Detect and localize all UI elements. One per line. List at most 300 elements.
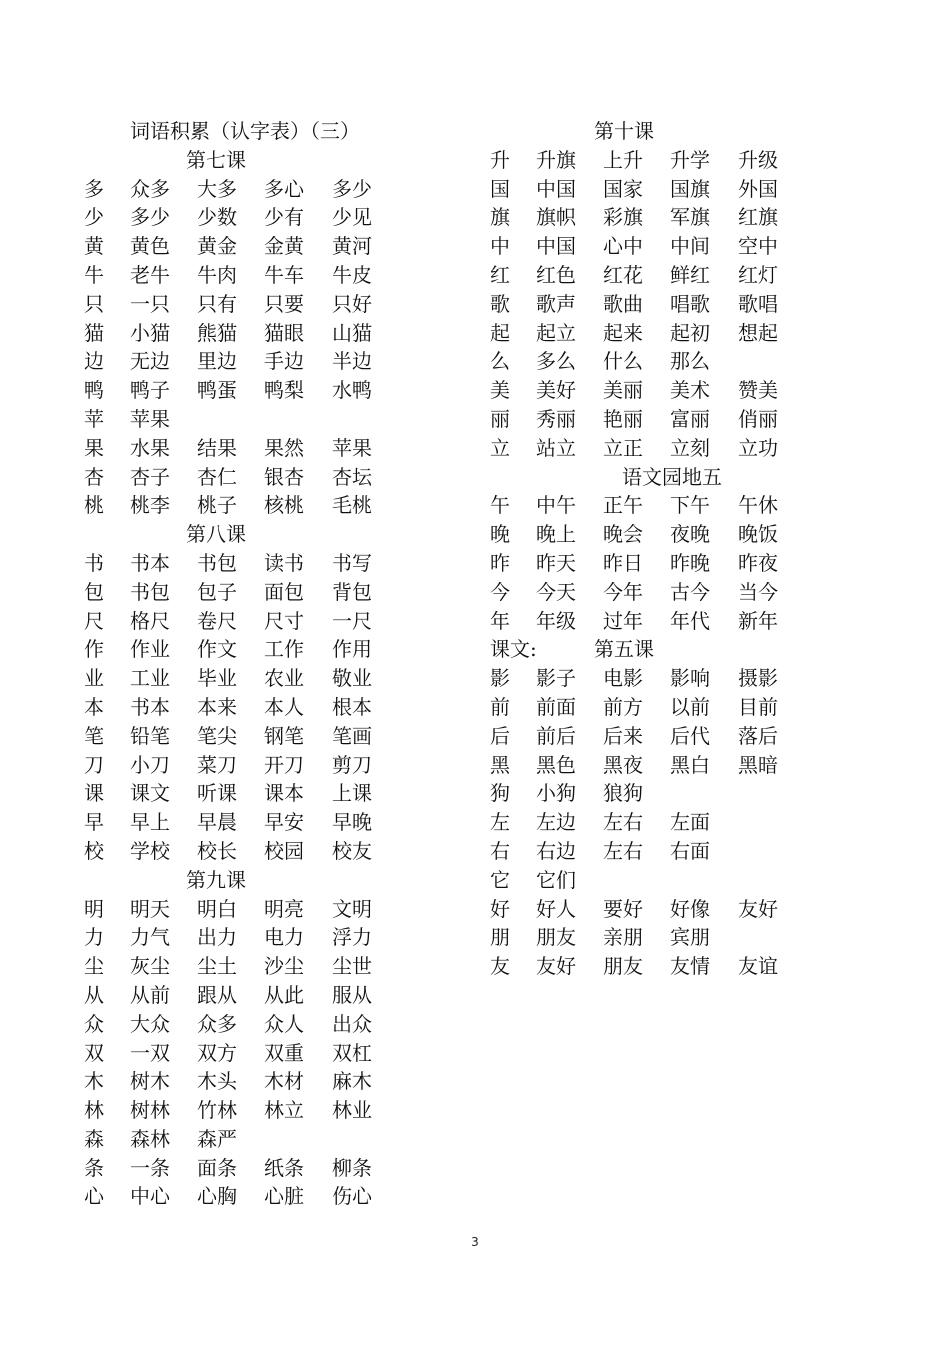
word-cell: 果然 (264, 435, 304, 460)
word-cell: 桃李 (130, 493, 170, 518)
word-cell: 前后 (536, 723, 576, 748)
word-row (490, 722, 830, 751)
character-cell: 多 (84, 176, 104, 201)
character-cell: 书 (84, 550, 104, 575)
word-row (84, 981, 414, 1010)
word-cell: 后来 (603, 723, 643, 748)
word-cell: 早上 (130, 810, 170, 835)
word-cell: 红花 (603, 262, 643, 287)
word-row (490, 347, 830, 376)
word-cell: 早晚 (332, 810, 372, 835)
word-row (84, 578, 414, 607)
word-cell: 尘土 (197, 954, 237, 979)
word-cell: 书包 (130, 579, 170, 604)
character-cell: 猫 (84, 320, 104, 345)
word-row (84, 203, 414, 232)
word-row (84, 1125, 414, 1154)
word-cell: 众多 (197, 1011, 237, 1036)
word-cell: 银杏 (264, 464, 304, 489)
word-cell: 桃子 (197, 493, 237, 518)
character-cell: 起 (490, 320, 510, 345)
character-cell: 左 (490, 810, 510, 835)
word-cell: 毕业 (197, 666, 237, 691)
section-heading (84, 866, 414, 895)
word-row (84, 1039, 414, 1068)
character-cell: 双 (84, 1040, 104, 1065)
word-cell: 农业 (264, 666, 304, 691)
word-cell: 多少 (130, 205, 170, 230)
word-row (490, 664, 830, 693)
word-row (490, 261, 830, 290)
word-cell: 本人 (264, 694, 304, 719)
word-row (84, 290, 414, 319)
word-cell: 沙尘 (264, 954, 304, 979)
word-cell: 立刻 (670, 435, 710, 460)
word-cell: 黄河 (332, 234, 372, 259)
word-cell: 黑白 (670, 752, 710, 777)
word-row (84, 434, 414, 463)
word-cell: 外国 (738, 176, 778, 201)
word-cell: 心中 (603, 234, 643, 259)
word-cell: 它们 (536, 867, 576, 892)
word-row (84, 232, 414, 261)
word-cell: 上升 (603, 147, 643, 172)
character-cell: 本 (84, 694, 104, 719)
section-heading-text: 第九课 (186, 867, 246, 892)
word-cell: 作业 (130, 637, 170, 662)
character-cell: 包 (84, 579, 104, 604)
word-cell: 起立 (536, 320, 576, 345)
word-cell: 上课 (332, 781, 372, 806)
word-cell: 剪刀 (332, 752, 372, 777)
character-cell: 昨 (490, 550, 510, 575)
word-cell: 鸭梨 (264, 378, 304, 403)
word-cell: 昨夜 (738, 550, 778, 575)
word-cell: 小狗 (536, 781, 576, 806)
word-cell: 面条 (197, 1155, 237, 1180)
word-cell: 起初 (670, 320, 710, 345)
word-cell: 双重 (264, 1040, 304, 1065)
word-cell: 旗帜 (536, 205, 576, 230)
word-cell: 好像 (670, 896, 710, 921)
character-cell: 明 (84, 896, 104, 921)
word-row (84, 895, 414, 924)
word-cell: 美丽 (603, 378, 643, 403)
word-cell: 工业 (130, 666, 170, 691)
word-cell: 山猫 (332, 320, 372, 345)
word-cell: 书本 (130, 550, 170, 575)
word-cell: 国家 (603, 176, 643, 201)
word-cell: 从此 (264, 982, 304, 1007)
word-cell: 正午 (603, 493, 643, 518)
character-cell: 林 (84, 1098, 104, 1123)
character-cell: 桃 (84, 493, 104, 518)
word-cell: 黑夜 (603, 752, 643, 777)
word-cell: 少数 (197, 205, 237, 230)
character-cell: 牛 (84, 262, 104, 287)
word-cell: 苹果 (332, 435, 372, 460)
word-cell: 夜晚 (670, 522, 710, 547)
word-cell: 艳丽 (603, 406, 643, 431)
word-cell: 黑色 (536, 752, 576, 777)
word-row (84, 722, 414, 751)
word-row (490, 232, 830, 261)
word-cell: 左右 (603, 838, 643, 863)
character-cell: 尺 (84, 608, 104, 633)
word-row (490, 520, 830, 549)
character-cell: 友 (490, 954, 510, 979)
word-cell: 中国 (536, 234, 576, 259)
word-cell: 年级 (536, 608, 576, 633)
word-row (84, 952, 414, 981)
character-cell: 黄 (84, 234, 104, 259)
word-cell: 铅笔 (130, 723, 170, 748)
word-cell: 朋友 (536, 925, 576, 950)
word-cell: 一条 (130, 1155, 170, 1180)
word-cell: 少见 (332, 205, 372, 230)
word-cell: 麻木 (332, 1069, 372, 1094)
character-cell: 年 (490, 608, 510, 633)
word-cell: 半边 (332, 349, 372, 374)
word-row (84, 837, 414, 866)
word-cell: 伤心 (332, 1184, 372, 1209)
word-cell: 晚上 (536, 522, 576, 547)
character-cell: 尘 (84, 954, 104, 979)
word-cell: 格尺 (130, 608, 170, 633)
word-row (84, 376, 414, 405)
character-cell: 鸭 (84, 378, 104, 403)
word-cell: 立功 (738, 435, 778, 460)
word-row (84, 1154, 414, 1183)
word-cell: 鸭子 (130, 378, 170, 403)
word-cell: 电力 (264, 925, 304, 950)
word-cell: 工作 (264, 637, 304, 662)
word-cell: 美术 (670, 378, 710, 403)
character-cell: 苹 (84, 406, 104, 431)
character-cell: 歌 (490, 291, 510, 316)
word-row (490, 779, 830, 808)
section-heading-text: 课文: (490, 637, 537, 662)
word-cell: 面包 (264, 579, 304, 604)
character-cell: 众 (84, 1011, 104, 1036)
word-cell: 什么 (603, 349, 643, 374)
word-cell: 要好 (603, 896, 643, 921)
word-cell: 升学 (670, 147, 710, 172)
section-heading-text: 词语积累（认字表）（三） (130, 119, 360, 143)
section-heading (84, 520, 414, 549)
word-cell: 众多 (130, 176, 170, 201)
character-cell: 影 (490, 666, 510, 691)
word-cell: 前面 (536, 694, 576, 719)
word-row (84, 405, 414, 434)
word-cell: 落后 (738, 723, 778, 748)
word-row (84, 1096, 414, 1125)
word-cell: 根本 (332, 694, 372, 719)
word-cell: 手边 (264, 349, 304, 374)
word-cell: 猫眼 (264, 320, 304, 345)
section-heading-text: 第八课 (186, 522, 246, 547)
word-cell: 昨天 (536, 550, 576, 575)
character-cell: 刀 (84, 752, 104, 777)
word-row (84, 751, 414, 780)
word-cell: 右边 (536, 838, 576, 863)
character-cell: 前 (490, 694, 510, 719)
word-cell: 富丽 (670, 406, 710, 431)
word-cell: 树木 (130, 1069, 170, 1094)
word-row (490, 175, 830, 204)
section-heading-text: 语文园地五 (622, 464, 722, 489)
word-cell: 后代 (670, 723, 710, 748)
word-cell: 木材 (264, 1069, 304, 1094)
word-cell: 今天 (536, 579, 576, 604)
word-cell: 少有 (264, 205, 304, 230)
word-cell: 只好 (332, 291, 372, 316)
word-cell: 书本 (130, 694, 170, 719)
word-row (84, 491, 414, 520)
character-cell: 果 (84, 435, 104, 460)
word-row (490, 203, 830, 232)
word-cell: 右面 (670, 838, 710, 863)
word-row (84, 261, 414, 290)
word-row (490, 146, 830, 175)
word-cell: 木头 (197, 1069, 237, 1094)
character-cell: 后 (490, 723, 510, 748)
word-row (490, 290, 830, 319)
word-cell: 一双 (130, 1040, 170, 1065)
word-row (84, 635, 414, 664)
word-cell: 友谊 (738, 954, 778, 979)
word-cell: 红色 (536, 262, 576, 287)
word-cell: 前方 (603, 694, 643, 719)
character-cell: 课 (84, 781, 104, 806)
word-cell: 军旗 (670, 205, 710, 230)
word-cell: 昨晚 (670, 550, 710, 575)
character-cell: 国 (490, 176, 510, 201)
word-cell: 秀丽 (536, 406, 576, 431)
word-cell: 歌唱 (738, 291, 778, 316)
word-row (490, 808, 830, 837)
word-cell: 书包 (197, 550, 237, 575)
character-cell: 立 (490, 435, 510, 460)
word-cell: 菜刀 (197, 752, 237, 777)
word-cell: 树林 (130, 1098, 170, 1123)
section-heading (490, 117, 830, 146)
word-row (84, 175, 414, 204)
word-cell: 以前 (670, 694, 710, 719)
word-row (490, 578, 830, 607)
character-cell: 么 (490, 349, 510, 374)
character-cell: 从 (84, 982, 104, 1007)
word-row (490, 837, 830, 866)
word-cell: 浮力 (332, 925, 372, 950)
word-row (84, 549, 414, 578)
word-cell: 古今 (670, 579, 710, 604)
word-cell: 起来 (603, 320, 643, 345)
word-cell: 书写 (332, 550, 372, 575)
word-row (490, 434, 830, 463)
word-cell: 跟从 (197, 982, 237, 1007)
word-row (490, 895, 830, 924)
word-cell: 狼狗 (603, 781, 643, 806)
word-row (490, 491, 830, 520)
word-row (84, 319, 414, 348)
word-cell: 里边 (197, 349, 237, 374)
word-cell: 影响 (670, 666, 710, 691)
word-cell: 红旗 (738, 205, 778, 230)
character-cell: 笔 (84, 723, 104, 748)
character-cell: 今 (490, 579, 510, 604)
word-cell: 那么 (670, 349, 710, 374)
word-cell: 中国 (536, 176, 576, 201)
left-column (84, 117, 414, 1211)
character-cell: 好 (490, 896, 510, 921)
word-cell: 好人 (536, 896, 576, 921)
word-cell: 开刀 (264, 752, 304, 777)
word-cell: 俏丽 (738, 406, 778, 431)
word-cell: 水鸭 (332, 378, 372, 403)
character-cell: 朋 (490, 925, 510, 950)
word-cell: 宾朋 (670, 925, 710, 950)
word-cell: 出力 (197, 925, 237, 950)
word-cell: 早安 (264, 810, 304, 835)
word-row (84, 923, 414, 952)
word-cell: 森林 (130, 1126, 170, 1151)
word-cell: 学校 (130, 838, 170, 863)
word-cell: 心胸 (197, 1184, 237, 1209)
word-cell: 尺寸 (264, 608, 304, 633)
word-cell: 目前 (738, 694, 778, 719)
word-cell: 校友 (332, 838, 372, 863)
word-cell: 电影 (603, 666, 643, 691)
word-cell: 熊猫 (197, 320, 237, 345)
character-cell: 晚 (490, 522, 510, 547)
word-cell: 背包 (332, 579, 372, 604)
character-cell: 狗 (490, 781, 510, 806)
character-cell: 条 (84, 1155, 104, 1180)
character-cell: 边 (84, 349, 104, 374)
word-row (490, 751, 830, 780)
character-cell: 中 (490, 234, 510, 259)
word-cell: 黄色 (130, 234, 170, 259)
word-cell: 一尺 (332, 608, 372, 633)
word-cell: 校园 (264, 838, 304, 863)
word-row (84, 779, 414, 808)
word-cell: 从前 (130, 982, 170, 1007)
word-row (84, 1067, 414, 1096)
character-cell: 少 (84, 205, 104, 230)
word-cell: 赞美 (738, 378, 778, 403)
word-cell: 作用 (332, 637, 372, 662)
word-cell: 毛桃 (332, 493, 372, 518)
character-cell: 它 (490, 867, 510, 892)
section-heading (490, 635, 830, 664)
character-cell: 早 (84, 810, 104, 835)
word-cell: 中午 (536, 493, 576, 518)
word-cell: 中间 (670, 234, 710, 259)
word-cell: 友情 (670, 954, 710, 979)
word-cell: 友好 (738, 896, 778, 921)
word-cell: 多么 (536, 349, 576, 374)
character-cell: 旗 (490, 205, 510, 230)
word-cell: 明白 (197, 896, 237, 921)
word-cell: 林业 (332, 1098, 372, 1123)
word-cell: 黑暗 (738, 752, 778, 777)
word-row (84, 463, 414, 492)
word-cell: 水果 (130, 435, 170, 460)
word-cell: 黄金 (197, 234, 237, 259)
word-cell: 美好 (536, 378, 576, 403)
word-cell: 站立 (536, 435, 576, 460)
character-cell: 右 (490, 838, 510, 863)
word-cell: 升旗 (536, 147, 576, 172)
word-cell: 结果 (197, 435, 237, 460)
word-cell: 小猫 (130, 320, 170, 345)
word-row (84, 607, 414, 636)
word-cell: 无边 (130, 349, 170, 374)
word-cell: 影子 (536, 666, 576, 691)
word-cell: 作文 (197, 637, 237, 662)
word-cell: 杏子 (130, 464, 170, 489)
word-cell: 灰尘 (130, 954, 170, 979)
word-cell: 午休 (738, 493, 778, 518)
character-cell: 杏 (84, 464, 104, 489)
word-row (490, 319, 830, 348)
word-cell: 红灯 (738, 262, 778, 287)
word-cell: 卷尺 (197, 608, 237, 633)
word-cell: 竹林 (197, 1098, 237, 1123)
word-cell: 牛车 (264, 262, 304, 287)
word-cell: 笔画 (332, 723, 372, 748)
character-cell: 丽 (490, 406, 510, 431)
section-heading-text: 第七课 (186, 147, 246, 172)
word-cell: 课本 (264, 781, 304, 806)
word-cell: 唱歌 (670, 291, 710, 316)
word-cell: 空中 (738, 234, 778, 259)
word-row (84, 664, 414, 693)
word-cell: 杏仁 (197, 464, 237, 489)
word-cell: 多心 (264, 176, 304, 201)
word-cell: 鲜红 (670, 262, 710, 287)
word-cell: 金黄 (264, 234, 304, 259)
word-cell: 校长 (197, 838, 237, 863)
word-cell: 钢笔 (264, 723, 304, 748)
section-heading-text: 第十课 (594, 119, 654, 143)
character-cell: 午 (490, 493, 510, 518)
character-cell: 木 (84, 1069, 104, 1094)
word-cell: 一只 (130, 291, 170, 316)
word-cell: 笔尖 (197, 723, 237, 748)
word-cell: 想起 (738, 320, 778, 345)
character-cell: 力 (84, 925, 104, 950)
word-cell: 牛肉 (197, 262, 237, 287)
word-cell: 听课 (197, 781, 237, 806)
word-cell: 多少 (332, 176, 372, 201)
word-cell: 左面 (670, 810, 710, 835)
word-cell: 左边 (536, 810, 576, 835)
word-row (84, 693, 414, 722)
word-cell: 柳条 (332, 1155, 372, 1180)
word-row (84, 1182, 414, 1211)
section-heading (84, 146, 414, 175)
word-cell: 心脏 (264, 1184, 304, 1209)
word-cell: 众人 (264, 1011, 304, 1036)
section-heading-text: 第五课 (594, 637, 654, 662)
word-cell: 森严 (197, 1126, 237, 1151)
word-cell: 中心 (130, 1184, 170, 1209)
word-cell: 杏坛 (332, 464, 372, 489)
word-cell: 力气 (130, 925, 170, 950)
word-cell: 摄影 (738, 666, 778, 691)
